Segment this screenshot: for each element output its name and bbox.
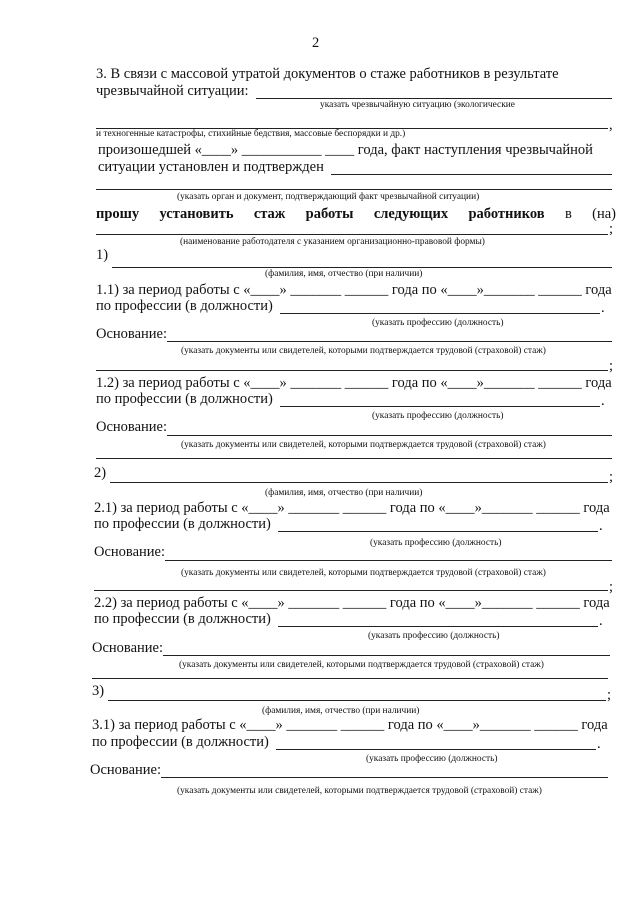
employee-fio-field[interactable] <box>112 267 612 268</box>
period-line: 3.1) за период работы с «____» _______ ______ года по «____»_______ ______ года <box>92 717 608 733</box>
fio-hint: (фамилия, имя, отчество (при наличии) <box>265 269 423 279</box>
profession-field[interactable] <box>276 749 596 750</box>
basis-field-continued[interactable] <box>96 458 612 459</box>
profession-period: . <box>601 393 605 409</box>
employer-field[interactable] <box>96 234 608 235</box>
basis-hint: (указать документы или свидетелей, которыми подтверждается трудовой (страховой) стаж) <box>181 440 546 450</box>
profession-hint: (указать профессию (должность) <box>366 754 498 764</box>
fio-hint: (фамилия, имя, отчество (при наличии) <box>265 488 423 498</box>
basis-semicolon: ; <box>609 579 614 595</box>
profession-label: по профессии (в должности) <box>92 734 269 750</box>
emergency-hint-continued: и техногенные катастрофы, стихийные бедствия, массовые беспорядки и др.) <box>96 129 406 139</box>
emergency-field[interactable] <box>256 98 612 99</box>
profession-period: . <box>597 736 601 752</box>
request-line <box>96 207 616 222</box>
request-word: (на) <box>592 206 616 222</box>
basis-field-continued[interactable] <box>92 678 608 679</box>
emergency-hint: указать чрезвычайную ситуацию (экологические <box>320 100 515 110</box>
profession-field[interactable] <box>280 406 600 407</box>
basis-field[interactable] <box>161 777 608 778</box>
employee-semicolon: ; <box>607 687 612 703</box>
authority-field-continued[interactable] <box>96 189 612 190</box>
basis-label: Основание: <box>96 419 167 435</box>
employee-fio-field[interactable] <box>110 482 608 483</box>
profession-hint: (указать профессию (должность) <box>372 318 504 328</box>
profession-field[interactable] <box>280 313 600 314</box>
basis-field[interactable] <box>167 341 612 342</box>
request-word: установить <box>159 206 234 222</box>
basis-hint: (указать документы или свидетелей, которыми подтверждается трудовой (страховой) стаж) <box>179 660 544 670</box>
profession-label: по профессии (в должности) <box>96 391 273 407</box>
basis-hint: (указать документы или свидетелей, которыми подтверждается трудовой (страховой) стаж) <box>177 786 542 796</box>
period-line: 1.2) за период работы с «____» _______ ______ года по «____»_______ ______ года <box>96 375 612 391</box>
basis-semicolon: ; <box>609 358 614 374</box>
employee-number: 2) <box>94 465 107 481</box>
request-word: прошу <box>96 206 140 222</box>
employer-semicolon: ; <box>609 221 614 237</box>
established-line: ситуации установлен и подтвержден <box>98 159 324 175</box>
profession-field[interactable] <box>278 626 598 627</box>
authority-hint: (указать орган и документ, подтверждающий факт чрезвычайной ситуации) <box>177 192 480 202</box>
basis-hint: (указать документы или свидетелей, которыми подтверждается трудовой (страховой) стаж) <box>181 346 546 356</box>
request-word: в <box>564 206 572 222</box>
profession-hint: (указать профессию (должность) <box>368 631 500 641</box>
profession-hint: (указать профессию (должность) <box>372 411 504 421</box>
basis-field-continued[interactable] <box>94 590 608 591</box>
basis-field[interactable] <box>165 560 612 561</box>
employee-number: 1) <box>96 247 109 263</box>
basis-label: Основание: <box>94 544 165 560</box>
request-word: следующих <box>373 206 449 222</box>
basis-field[interactable] <box>163 655 610 656</box>
profession-period: . <box>601 300 605 316</box>
occurred-line: произошедшей «____» ___________ ____ года, факт наступления чрезвычайной <box>98 142 593 158</box>
employee-semicolon: ; <box>609 469 614 485</box>
request-word: работы <box>305 206 354 222</box>
basis-field[interactable] <box>167 435 612 436</box>
page-number: 2 <box>312 35 320 51</box>
request-word: стаж <box>253 206 286 222</box>
profession-field[interactable] <box>278 531 598 532</box>
basis-hint: (указать документы или свидетелей, которыми подтверждается трудовой (страховой) стаж) <box>181 568 546 578</box>
profession-label: по профессии (в должности) <box>94 516 271 532</box>
period-line: 2.2) за период работы с «____» _______ ______ года по «____»_______ ______ года <box>94 595 610 611</box>
profession-label: по профессии (в должности) <box>96 298 273 314</box>
employee-number: 3) <box>92 683 105 699</box>
intro-line-2: чрезвычайной ситуации: <box>96 83 249 99</box>
basis-label: Основание: <box>90 762 161 778</box>
fio-hint: (фамилия, имя, отчество (при наличии) <box>262 706 420 716</box>
profession-hint: (указать профессию (должность) <box>370 538 502 548</box>
period-line: 2.1) за период работы с «____» _______ ______ года по «____»_______ ______ года <box>94 500 610 516</box>
employee-fio-field[interactable] <box>108 700 606 701</box>
profession-label: по профессии (в должности) <box>94 611 271 627</box>
basis-label: Основание: <box>92 640 163 656</box>
intro-line-1: 3. В связи с массовой утратой документов о стаже работников в результате <box>96 66 559 82</box>
basis-label: Основание: <box>96 326 167 342</box>
period-line: 1.1) за период работы с «____» _______ ______ года по «____»_______ ______ года <box>96 282 612 298</box>
profession-period: . <box>599 518 603 534</box>
emergency-comma: , <box>609 117 613 133</box>
profession-period: . <box>599 613 603 629</box>
authority-field[interactable] <box>331 174 612 175</box>
basis-field-continued[interactable] <box>96 370 608 371</box>
request-word: работников <box>468 206 545 222</box>
employer-hint: (наименование работодателя с указанием организационно-правовой формы) <box>180 237 485 247</box>
